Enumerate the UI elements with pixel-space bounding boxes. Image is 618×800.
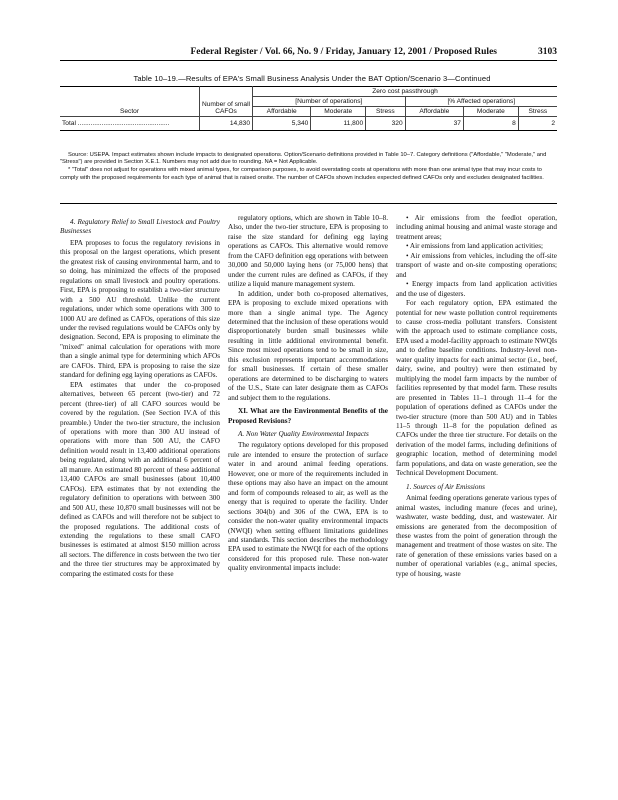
sector-header: Sector [60, 87, 200, 117]
col-affordable: Affordable [253, 107, 311, 117]
table-title: Table 10–19.—Results of EPA's Small Business Analysis Under the BAT Option/Scenario 3—Continued [133, 74, 491, 83]
paragraph: Animal feeding operations generate various types of animal wastes, including manure (feces and urine), washwater, waste bedding, dust, and wastewater. Air emissions are generated from the decomposition of these wastes from the point of generation through the management and treatment of those wastes on site. The rate of generation of these emissions varies based on a number of operational variables (e.g., animal species, type of housing, waste [396, 494, 557, 578]
paragraph: regulatory options, which are shown in Table 10–8. Also, under the two-tier structure, EPA is proposing to raise the size standard for defining egg laying operations as CAFOs. This alternative would remove from the CAFO definition egg operations with between 30,000 and 50,000 laying hens (or 75,000 hens) that under the current rules are defined as CAFOs, if they utilize a liquid manure management system. [228, 214, 388, 289]
cell-pct-affordable: 37 [405, 117, 463, 131]
divider [60, 203, 557, 204]
paragraph: • Air emissions from land application activities; [406, 242, 544, 251]
section-heading: 1. Sources of Air Emissions [406, 482, 485, 491]
paragraph: The regulatory options developed for this proposed rule are intended to ensure the protection of surface water in and around animal feeding operations. However, one or more of the requirements included in these options may also have an impact on the amount and form of compounds released to air, as well as the energy that is required to operate the facility. Under sections 304(b) and 306 of the CWA, EPA is to consider the non-water quality environmental impacts (NWQI) when setting effluent limitations guidelines and standards. This section describes the methodology EPA used to estimate the NWQI for each of the options considered for this proposed rule. These non-water quality environmental impacts include: [228, 441, 388, 573]
cell-pct-stress: 2 [518, 117, 557, 131]
cell-pct-moderate: 8 [463, 117, 518, 131]
cell-stress: 320 [366, 117, 406, 131]
col-stress: Stress [366, 107, 406, 117]
table-notes [60, 152, 557, 183]
cell-cafos: 14,830 [200, 117, 253, 131]
page-header [60, 46, 557, 61]
page-number: 3103 [538, 47, 557, 57]
paragraph: • Air emissions from the feedlot operation, including animal housing and animal waste storage and treatment areas; [396, 214, 557, 241]
paragraph: • Energy impacts from land application activities and the use of digesters. [396, 280, 557, 298]
num-ops-header: [Number of operations] [253, 97, 406, 107]
note-source: Source: USEPA. Impact estimates shown include impacts to designated operations. Option/Scenario definitions provided in Table 10–7. Category definitions ("Affordable," "Moderate," and "Stress") are provided in Section X.E.1. Numbers may not add due to rounding. NA = Not Applicable. [60, 152, 547, 166]
column-2 [228, 214, 388, 574]
col-moderate: Moderate [311, 107, 366, 117]
section-heading: 4. Regulatory Relief to Small Livestock and Poultry Businesses [60, 218, 220, 236]
col-pct-stress: Stress [518, 107, 557, 117]
paragraph: EPA estimates that under the co-proposed alternatives, between 65 percent (two-tier) and 72 percent (three-tier) of all CAFO sources would be covered by the regulation. (See Section IV.A of this preamble.) Under the two-tier structure, the inclusion of operations with more than 300 AU instead of operations with more than 500 AU, the CAFO definition would result in 13,400 additional operations being regulated, along with an additional 6 percent of all manure. An estimated 80 percent of these additional 13,400 CAFOs are small businesses (about 10,400 CAFOs). EPA estimates that by not extending the regulatory definition to operations with between 300 and 500 AU, these 10,870 small businesses will not be defined as CAFOs and will therefore not be subject to the proposed regulations. The additional costs of extending the regulations to these small CAFO businesses is estimated at almost $150 million across all sectors. The difference in costs between the two tier and the three tier structures may be approximated by comparing the estimated costs for these [60, 380, 220, 578]
table-row [60, 117, 557, 131]
note-total: * "Total" does not adjust for operations with mixed animal types, for comparison purposes, to avoid overstating costs at operations with more than one animal type that may incur costs to comply with the proposed requirements for each type of animal that is raised onsite. The number of CAFOs shown includes expected defined CAFOs only and excludes designated facilities. [60, 167, 544, 181]
col-pct-moderate: Moderate [463, 107, 518, 117]
column-3 [396, 214, 557, 579]
results-table [60, 86, 557, 131]
column-1 [60, 214, 220, 579]
col-pct-affordable: Affordable [405, 107, 463, 117]
section-heading: XI. What are the Environmental Benefits of the Proposed Revisions? [228, 407, 388, 425]
pct-header: [% Affected operations] [405, 97, 557, 107]
paragraph: In addition, under both co-proposed alternatives, EPA is proposing to exclude mixed operations with more than a single animal type. The Agency determined that the inclusion of these operations would disproportionately burden small businesses while resulting in little additional environmental benefit. Since most mixed operations tend to be small in size, this exclusion represents important accommodations for small businesses. If certain of these smaller operations are determined to be discharging to waters of the U.S., State can later designate them as CAFOs and subject them to the regulations. [228, 289, 388, 402]
cell-sector: Total .................................................. [60, 117, 200, 131]
paragraph: EPA proposes to focus the regulatory revisions in this proposal on the largest operations, which present the greatest risk of causing environmental harm, and to so doing, has minimized the effects of the proposed regulations on small livestock and poultry operations. First, EPA is proposing to establish a two-tier structure with a 500 AU threshold. Unlike the current regulations, under which some operations with 300 to 1000 AU are defined as CAFOs, operations of this size under the revised regulations would be CAFOs only by designation. Second, EPA is proposing to eliminate the "mixed" animal calculation for operations with more than a single animal type for determining which AFOs are CAFOs. Third, EPA is proposing to raise the size standard for defining egg laying operations as CAFOs. [60, 238, 220, 380]
journal-line: Federal Register / Vol. 66, No. 9 / Friday, January 12, 2001 / Proposed Rules [190, 47, 497, 57]
cafos-header: Number of small CAFOs [200, 87, 253, 117]
paragraph: • Air emissions from vehicles, including the off-site transport of waste and on-site composting operations; and [396, 251, 557, 279]
paragraph: For each regulatory option, EPA estimated the potential for new waste pollution control requirements to cause cross-media pollutant transfers. Consistent with the approach used to estimate compliance costs, EPA used a model-facility approach to estimate NWQIs and to define baseline conditions. Industry-level non-water quality impacts for each animal sector (i.e., beef, dairy, swine, and poultry) were then estimated by multiplying the model farm impacts by the number of facilities represented by that model farm. These results are presented in Tables 11–1 through 11–4 for the population of operations defined as CAFOs under the two-tier structure (more than 500 AU) and in Tables 11–5 through 11–8 for the population defined as CAFOs under the three tier structure. For details on the derivation of the model farms, including definitions of geographic location, method of determining model farm populations, and data on waste generation, see the Technical Development Document. [396, 299, 557, 478]
cell-affordable: 5,340 [253, 117, 311, 131]
section-heading: A. Non Water Quality Environmental Impacts [238, 429, 369, 438]
group-header: Zero cost passthrough [253, 87, 558, 97]
cell-moderate: 11,800 [311, 117, 366, 131]
